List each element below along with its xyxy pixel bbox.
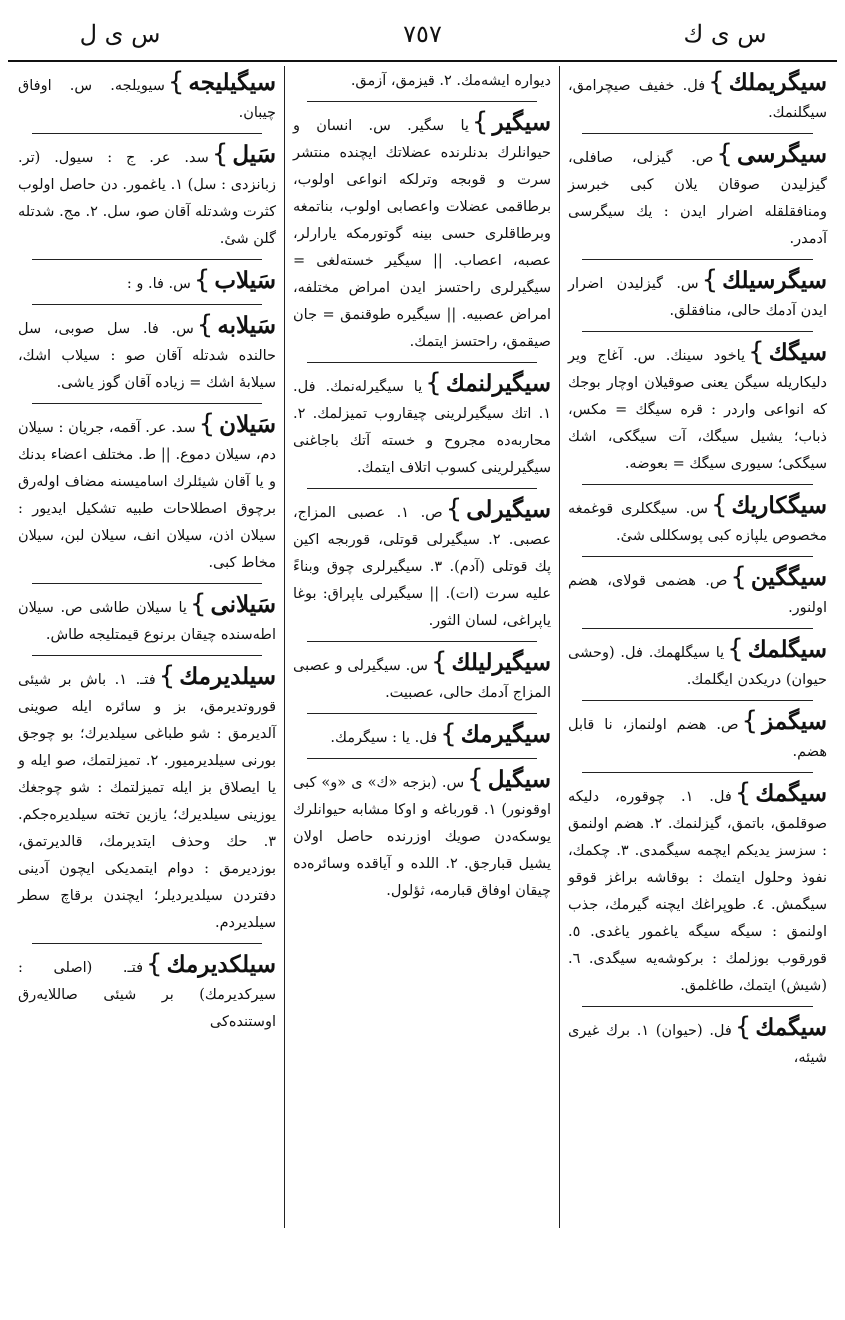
brace-mark: } xyxy=(708,67,725,97)
entry-definition: سد. عر. ج : سیول. (تر. زبانزدی : سل) ١. یاغمور. دن حاصل اولوب کثرت وشدتله آقان صو، سل. ٢. مج. شدتله گلن شیٔ. xyxy=(18,150,276,247)
entry-headword: سیگیلیجه xyxy=(188,69,276,96)
dictionary-entry xyxy=(18,311,276,397)
dictionary-entry xyxy=(568,779,827,1000)
entry-separator xyxy=(582,700,813,701)
entry-definition: س. (بزجه «ك» ی «و» کبی اوقونور) ١. قورباغه و اوکا مشابه حیوانلرك یوسکه‌دن صویك اوزرنده حاصل اولان یشیل قبارجق. ٢. اللده و آیاقده وسائره‌ده چیقان اوفاق قبارمه، ثؤلول. xyxy=(293,775,552,899)
entry-headword: سیلکدیرمك xyxy=(166,951,276,978)
entry-definition: یا سیگیرله‌نمك. فل. ١. اتك سیگیرلرینی چیقاروب تمیزلمك. ٢. محاربه‌ده مجروح و خسته آتك باجاغنی سیگیرلرینی کسوب اتلاف ایتمك. xyxy=(293,379,551,476)
entry-separator xyxy=(32,655,262,656)
brace-mark: } xyxy=(734,778,752,808)
dictionary-entry xyxy=(293,720,551,752)
entry-definition: س. سیگیرلی و عصبی المزاج آدمك حالی، عصبیت. xyxy=(293,658,551,701)
brace-mark: } xyxy=(198,409,216,439)
header-letters-left: س ی ل xyxy=(79,20,161,48)
header-letters-right: س ی ك xyxy=(683,20,767,48)
brace-mark: } xyxy=(748,337,765,367)
column-right xyxy=(560,66,835,1228)
entry-headword: سیگریملك xyxy=(728,69,827,96)
entry-separator xyxy=(307,101,537,102)
entry-separator xyxy=(582,1006,813,1007)
dictionary-entry xyxy=(568,338,827,478)
entry-definition: دیواره ایشه‌مك. ٢. قیزمق، آزمق. xyxy=(350,73,551,89)
brace-mark: } xyxy=(425,368,442,398)
brace-mark: } xyxy=(701,265,719,295)
entry-headword: سیگمز xyxy=(762,708,827,735)
brace-mark: } xyxy=(727,634,744,664)
entry-headword: سیگگین xyxy=(750,564,827,591)
entry-headword: سیگیرمك xyxy=(460,721,551,748)
dictionary-entry xyxy=(18,410,276,577)
column-middle xyxy=(285,66,560,1228)
entry-headword: سَیل xyxy=(232,141,276,168)
entry-definition: سد. عر. آقمه، جریان : سیلان دم، سیلان دموع. || ط. مختلف اعضاء بدنك و یا آقان شیئلرك اسامیسنه مضاف اوله‌رق برچوق اصطلاحات طبیه تشکیل ایدیور : سیلان اذن، سیلان انف، سیلان لبن، سیلان مخاط کبی. xyxy=(18,420,276,571)
dictionary-entry xyxy=(568,266,827,325)
entry-separator xyxy=(32,943,262,944)
dictionary-entry xyxy=(18,68,276,127)
dictionary-entry xyxy=(568,563,827,622)
entry-separator xyxy=(582,331,813,332)
entry-definition: فل. یا : سیگرمك. xyxy=(330,730,438,746)
dictionary-entry xyxy=(568,1013,827,1072)
dictionary-entry xyxy=(568,707,827,766)
entry-separator xyxy=(32,304,262,305)
entry-headword: سیگکاریك xyxy=(731,492,827,519)
brace-mark: } xyxy=(734,1012,752,1042)
entry-headword: سیگیر xyxy=(492,109,551,136)
brace-mark: } xyxy=(158,661,176,691)
brace-mark: } xyxy=(440,719,457,749)
dictionary-entry xyxy=(18,266,276,298)
entry-definition: س. فا. و : xyxy=(126,276,191,292)
brace-mark: } xyxy=(467,764,484,794)
entry-headword: سَیلان xyxy=(219,411,276,438)
entry-definition: فتـ. (اصلی : سیرکدیرمك) بر شیئی صاللایه‌رق اوستنده‌کی xyxy=(18,960,276,1030)
brace-mark: } xyxy=(193,265,211,295)
entry-definition: فل. خفیف صیچرا‌مق، سیگلنمك. xyxy=(568,78,827,121)
brace-mark: } xyxy=(445,494,463,524)
entry-definition: یاخود سینك. س. آغاج ویر دلیکاریله سیگن یعنی صوقیلان اوچار بوجك که انواعی واردر : قره سیگك = مکس، ذباب؛ یشیل سیگك، آت سیگکی، اشك سیگکی؛ سیوری سیگك = بعوضه. xyxy=(568,348,827,472)
entry-headword: سیگك xyxy=(768,339,827,366)
entry-definition: ص. هضمی قولای، هضم اولنور. xyxy=(568,573,827,616)
entry-separator xyxy=(307,713,537,714)
entry-separator xyxy=(307,488,537,489)
dictionary-entry xyxy=(18,662,276,937)
dictionary-entry xyxy=(18,140,276,253)
entry-separator xyxy=(32,259,262,260)
dictionary-entry xyxy=(18,950,276,1036)
entry-headword: سیگلمك xyxy=(747,636,827,663)
page-header xyxy=(20,14,825,54)
entry-separator xyxy=(32,403,262,404)
dictionary-entry xyxy=(293,68,551,95)
entry-headword: سیگیرلی xyxy=(466,496,551,523)
entry-separator xyxy=(582,133,813,134)
dictionary-entry xyxy=(18,590,276,649)
entry-separator xyxy=(32,133,262,134)
dictionary-entry xyxy=(568,140,827,253)
dictionary-entry xyxy=(293,495,551,635)
brace-mark: } xyxy=(730,562,747,592)
entry-headword: سیگیل xyxy=(487,766,551,793)
page-number: ٧٥٧ xyxy=(403,20,442,48)
entry-separator xyxy=(582,484,813,485)
brace-mark: } xyxy=(710,490,728,520)
brace-mark: } xyxy=(471,107,489,137)
header-rule xyxy=(8,60,837,62)
brace-mark: } xyxy=(167,67,185,97)
entry-definition: فل. ١. چوقوره، دلیکه صوقلمق، باتمق، گیزلنمك. ٢. هضم اولنمق : سزسز یدیکم ایچمه سیگمدی. ٣. چکمك، نفوذ وحلول ایتمك : بوقاشه براغز قوقو سیگمش. ٤. طوپراغك ایچنه گیرمك، جذب اولنمق : سیگه سیگه یاغمور یاغدی. ٥. قورقوب بوزلمك : برکوشه‌یه سیگدی. ٦. (شیش) ایتمك، طاغلمق. xyxy=(568,789,828,994)
brace-mark: } xyxy=(741,706,759,736)
entry-definition: ص. ١. عصبی المزاج، عصبی. ٢. سیگیرلی قوتلی، قوربجه اکین پك قوتلی (آدم). ٣. سیگیرلری چوق وبناءً علیه سرت (ات). || سیگیرلی یاپراق: بوغا یاپراغی، لسان الثور. xyxy=(293,505,552,629)
dictionary-entry xyxy=(293,765,551,905)
brace-mark: } xyxy=(146,949,163,979)
dictionary-entry xyxy=(568,635,827,694)
entry-headword: سیلدیرمك xyxy=(179,663,276,690)
entry-separator xyxy=(582,772,813,773)
dictionary-entry xyxy=(568,491,827,550)
entry-separator xyxy=(307,758,537,759)
brace-mark: } xyxy=(716,139,733,169)
entry-definition: یا سیگلهمك. فل. (وحشی حیوان) دریکدن ایگلمك. xyxy=(568,645,827,688)
entry-headword: سیگمك xyxy=(755,780,827,807)
entry-separator xyxy=(582,556,813,557)
entry-separator xyxy=(32,583,262,584)
entry-headword: سَیلانی xyxy=(210,591,276,618)
brace-mark: } xyxy=(430,647,448,677)
entry-definition: یا سگیر. س. انسان و حیوانلرك بدنلرنده عضلاتك ایچنده منتشر سرت و قوبجه وترلکه انواعی اولوب، برطاقمی عضلات واعصابی اولوب، بناتمغه وبرطاقلری حسی بینه گوتورمکه یارارلر، عصبه، اعصاب. || سیگیر خسته‌لغی = سیگیرلری راحتسز ایدن امراض مختلفه، امراض عصبیه. || سیگیره طوقنمق = جان صیقمق، راحتسز ایتمك. xyxy=(293,118,551,350)
entry-definition: س. گیزلیدن اضرار ایدن آدمك حالی، منافقلق. xyxy=(568,276,827,319)
brace-mark: } xyxy=(189,589,207,619)
entry-separator xyxy=(307,641,537,642)
entry-headword: سیگیرلنمك xyxy=(445,370,551,397)
columns xyxy=(10,66,835,1228)
dictionary-entry xyxy=(293,648,551,707)
dictionary-entry xyxy=(293,108,551,356)
entry-definition: ص. گیزلی، صافلی، گیزلیدن صوقان یلان کبی خبرسز ومنافقلقله اضرار ایدن : یك سیگرسی آدمدر. xyxy=(568,150,827,247)
dictionary-entry xyxy=(293,369,551,482)
entry-definition: س. سیگکلری قوغمغه مخصوص یلپازه کبی پوسکللی شیٔ. xyxy=(568,501,827,544)
entry-definition: فتـ. ١. باش بر شیئی قوروتدیرمق، بز و سائره ایله صوینی آلدیرمق : شو طباغی سیلدیرك؛ بو چوجق بورنی سیلدیرمیور. ٢. تمیزلتمك، صو ایله و یا ایصلاق بز ایله تمیزلتمك : شو چوجغك یوزینی سیلدیرك؛ یازین تخته سیلدیره‌جکم. ٣. حك وحذف ایتدیرمك، قالدیرتمق، بوزدیرمق : دوام ایتمدیکی ایچون آدینی دفتردن سیلدیردیلر؛ ایچندن برقاچ سطر سیلدیردم. xyxy=(18,672,276,931)
dictionary-entry xyxy=(568,68,827,127)
entry-definition: ص. هضم اولنماز، نا قابل هضم. xyxy=(568,717,827,760)
brace-mark: } xyxy=(211,139,229,169)
brace-mark: } xyxy=(196,310,214,340)
entry-definition: سیویلجه. س. اوفاق چیبان. xyxy=(18,78,276,121)
entry-headword: سَیلاب xyxy=(214,267,276,294)
entry-definition: یا سیلان طاشی ص. سیلان اطه‌سنده چیقان برنوع قیمتلیجه طاش. xyxy=(18,600,276,643)
entry-headword: سیگمك xyxy=(755,1014,828,1041)
entry-definition: فل. (حیوان) ١. برك غیری شیئه، xyxy=(568,1023,827,1066)
entry-headword: سیگرسی xyxy=(736,141,827,168)
entry-separator xyxy=(582,259,813,260)
entry-definition: س. فا. سل صوبی، سل حالنده شدتله آقان صو : سیلاب اشك، سیلابهٔ اشك = زیاده آقان گوز یاشی. xyxy=(18,321,276,391)
entry-headword: سَیلابه xyxy=(217,312,276,339)
entry-headword: سیگرسیلك xyxy=(722,267,827,294)
entry-headword: سیگیرلیلك xyxy=(451,649,551,676)
entry-separator xyxy=(307,362,537,363)
column-left xyxy=(10,66,285,1228)
entry-separator xyxy=(582,628,813,629)
